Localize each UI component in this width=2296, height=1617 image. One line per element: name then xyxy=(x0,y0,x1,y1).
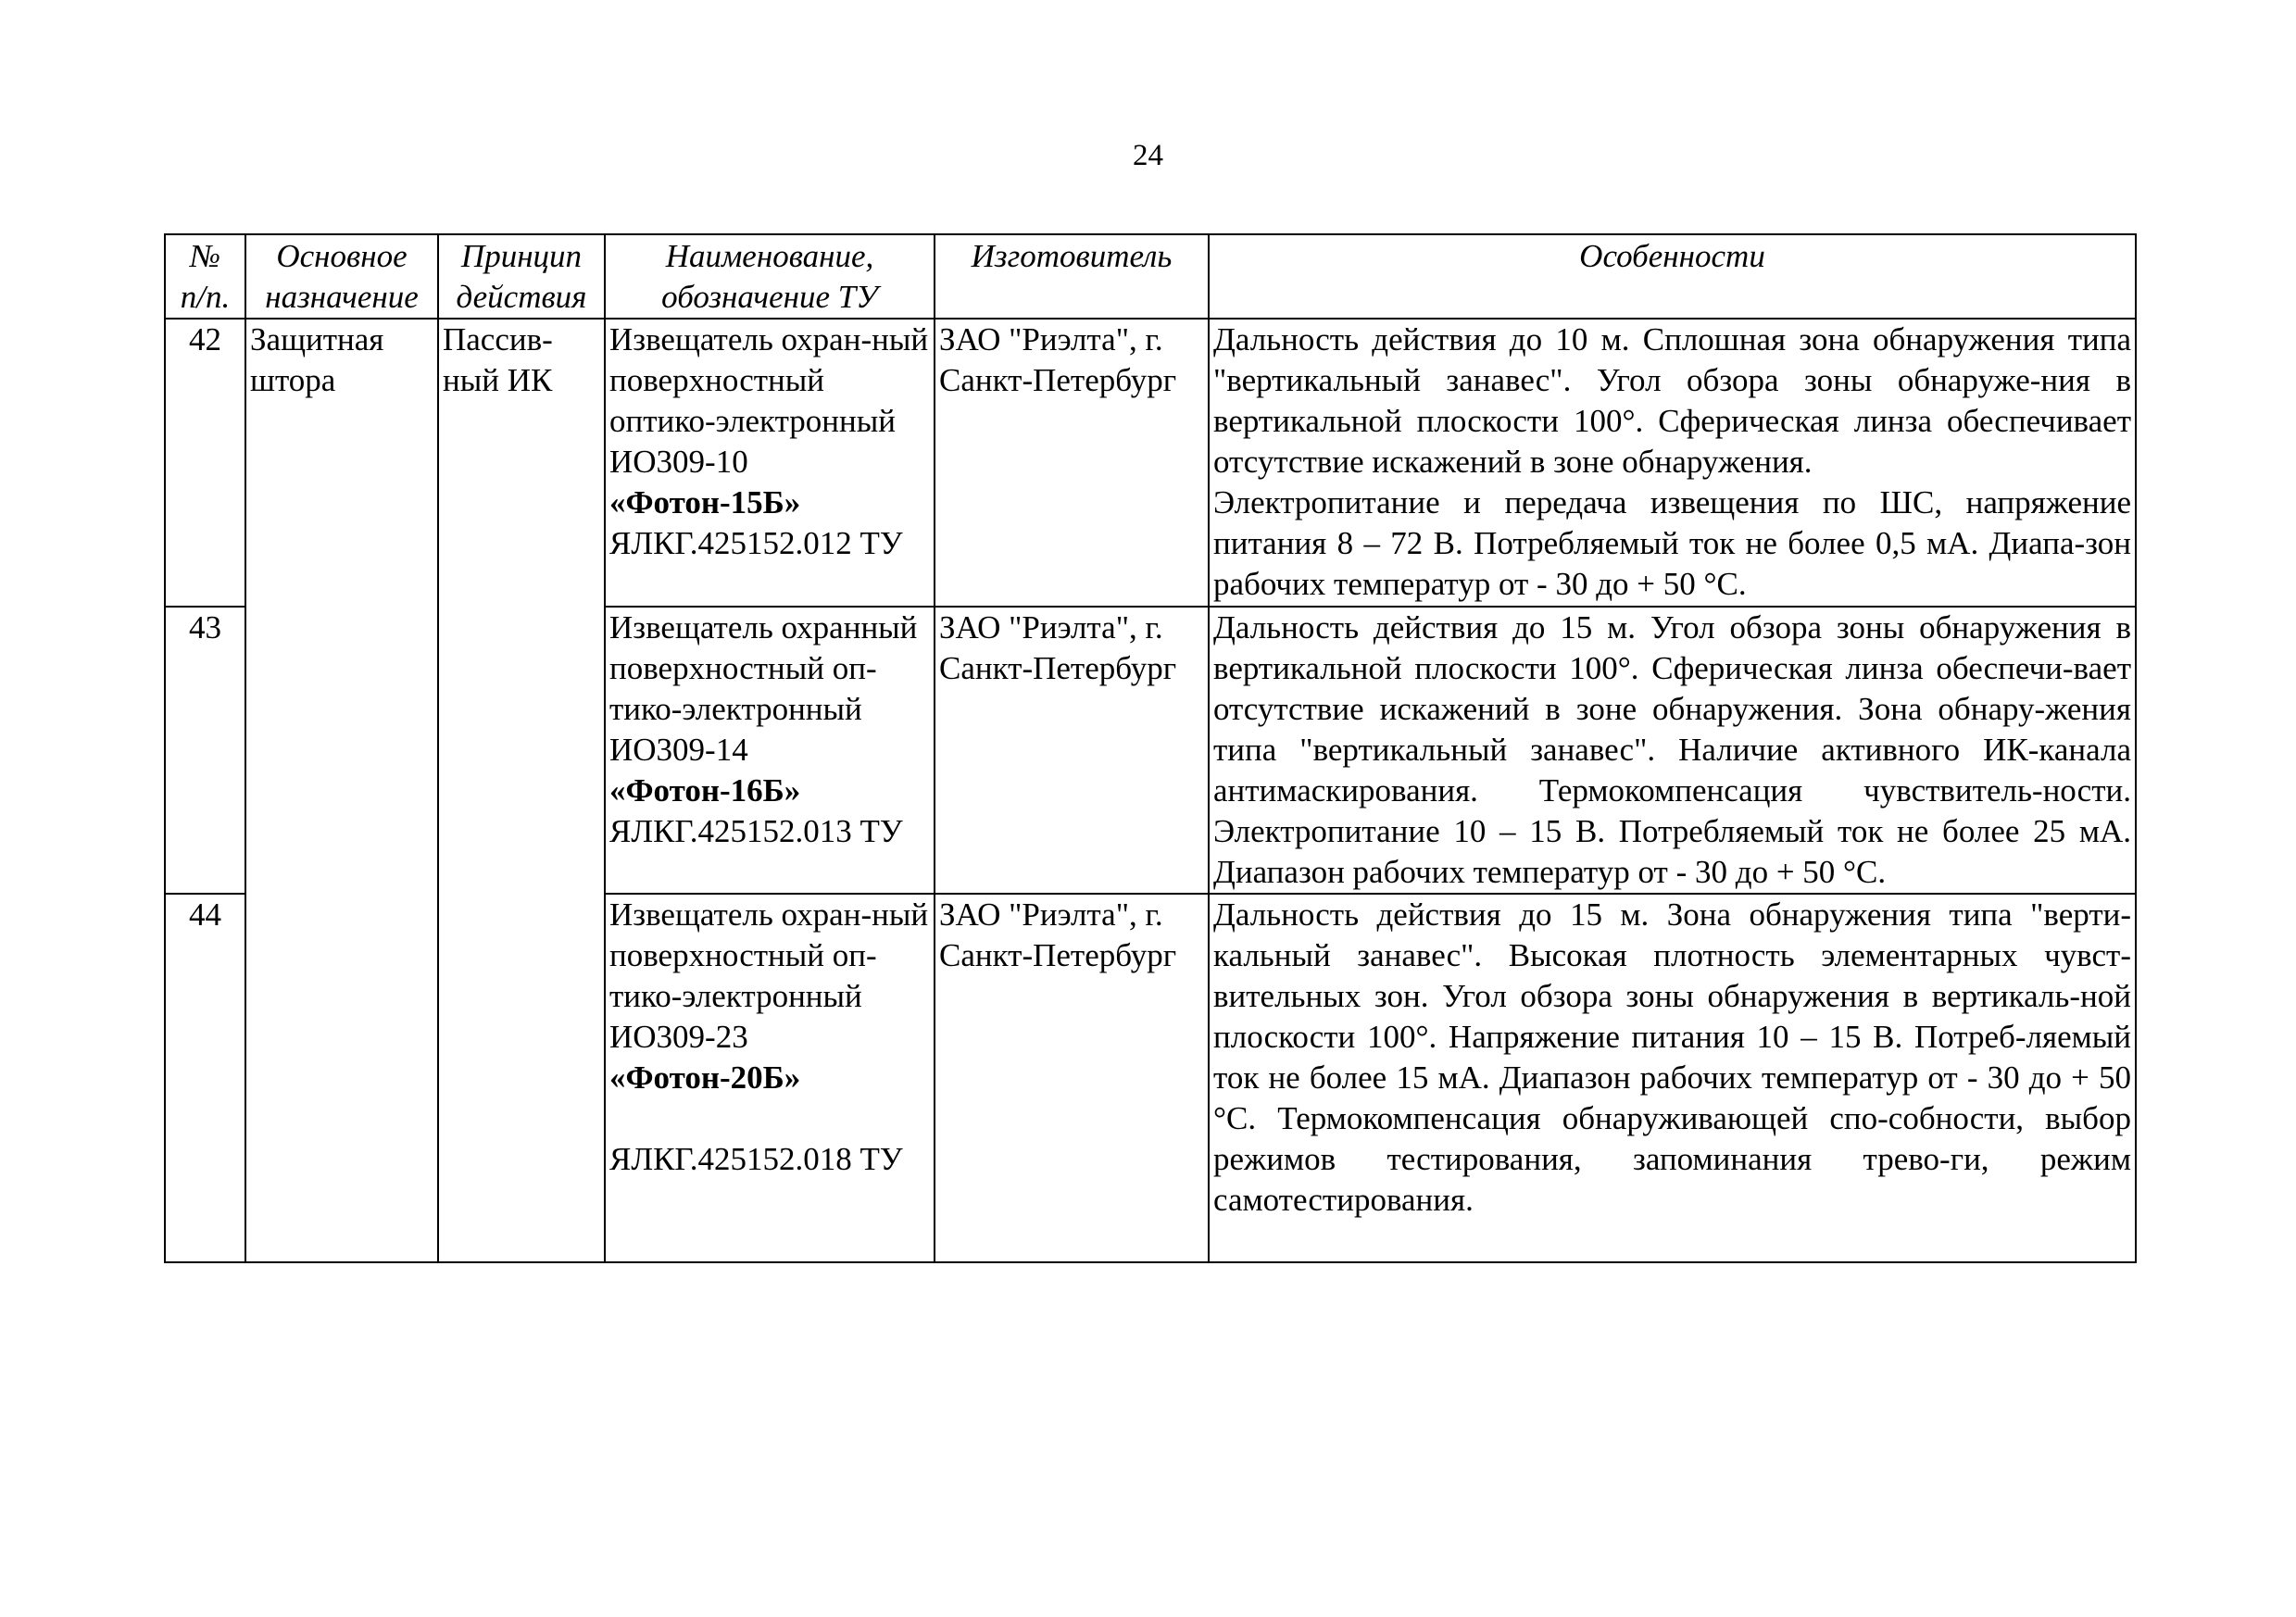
device-name: Извещатель охранный поверхностный оп-тико-электронный ИО309-14 xyxy=(609,609,918,768)
row-number: 44 xyxy=(165,894,245,1262)
header-purpose: Основное назначение xyxy=(245,234,438,319)
maker-cell: ЗАО "Риэлта", г. Санкт-Петербург xyxy=(935,894,1209,1262)
features-cell xyxy=(1209,607,2136,894)
maker-cell: ЗАО "Риэлта", г. Санкт-Петербург xyxy=(935,319,1209,607)
device-tu: ЯЛКГ.425152.013 ТУ xyxy=(609,813,903,849)
principle-cell: Пассив-ный ИК xyxy=(438,319,605,1262)
device-name: Извещатель охран-ный поверхностный оп-тико-электронный ИО309-23 xyxy=(609,896,929,1055)
table-header-row xyxy=(165,234,2136,319)
header-principle: Принцип действия xyxy=(438,234,605,319)
name-cell xyxy=(605,319,935,607)
features-cell xyxy=(1209,894,2136,1262)
detectors-table xyxy=(164,233,2137,1263)
features-paragraph: Дальность действия до 15 м. Зона обнаружения типа "верти-кальный занавес". Высокая плотность элементарных чувст-вительных зон. Угол обзора зоны обнаружения в вертикаль-ной плоскости 100°. Напряжение питания 10 – 15 В. Потреб-ляемый ток не более 15 мА. Диапазон рабочих температур от - 30 до + 50 °С. Термокомпенсация обнаруживающей спо-собности, выбор режимов тестирования, запоминания трево-ги, режим самотестирования. xyxy=(1213,896,2131,1218)
device-model: «Фотон-20Б» xyxy=(609,1059,801,1096)
row-number: 42 xyxy=(165,319,245,607)
name-cell xyxy=(605,894,935,1262)
header-name: Наименование, обозначение ТУ xyxy=(605,234,935,319)
device-model: «Фотон-15Б» xyxy=(609,484,801,520)
features-paragraph: Дальность действия до 10 м. Сплошная зона обнаружения типа "вертикальный занавес". Угол обзора зоны обнаруже-ния в вертикальной плоскости 100°. Сферическая линза обеспечивает отсутствие искажений в зоне обнаружения. xyxy=(1213,321,2131,480)
device-name: Извещатель охран-ный поверхностный оптико-электронный ИО309-10 xyxy=(609,321,929,480)
blank-line xyxy=(609,1098,930,1139)
name-cell xyxy=(605,607,935,894)
page-number: 24 xyxy=(1133,139,1163,172)
header-features: Особенности xyxy=(1209,234,2136,319)
maker-cell: ЗАО "Риэлта", г. Санкт-Петербург xyxy=(935,607,1209,894)
features-paragraph: Электропитание и передача извещения по ШС, напряжение питания 8 – 72 В. Потребляемый ток не более 0,5 мА. Диапа-зон рабочих температур от - 30 до + 50 °С. xyxy=(1213,484,2131,602)
header-maker: Изготовитель xyxy=(935,234,1209,319)
device-tu: ЯЛКГ.425152.018 ТУ xyxy=(609,1141,903,1177)
table-row xyxy=(165,319,2136,607)
features-cell xyxy=(1209,319,2136,607)
device-model: «Фотон-16Б» xyxy=(609,772,801,808)
features-paragraph: Дальность действия до 15 м. Угол обзора зоны обнаружения в вертикальной плоскости 100°. Сферическая линза обеспечи-вает отсутствие искажений в зоне обнаружения. Зона обнару-жения типа "вертикальный занавес". Наличие активного ИК-канала антимаскирования. Термокомпенсация чувствитель-ности. Электропитание 10 – 15 В. Потребляемый ток не более 25 мА. Диапазон рабочих температур от - 30 до + 50 °С. xyxy=(1213,609,2131,890)
device-tu: ЯЛКГ.425152.012 ТУ xyxy=(609,525,903,561)
header-num: № п/п. xyxy=(165,234,245,319)
row-number: 43 xyxy=(165,607,245,894)
purpose-cell: Защитная штора xyxy=(245,319,438,1262)
